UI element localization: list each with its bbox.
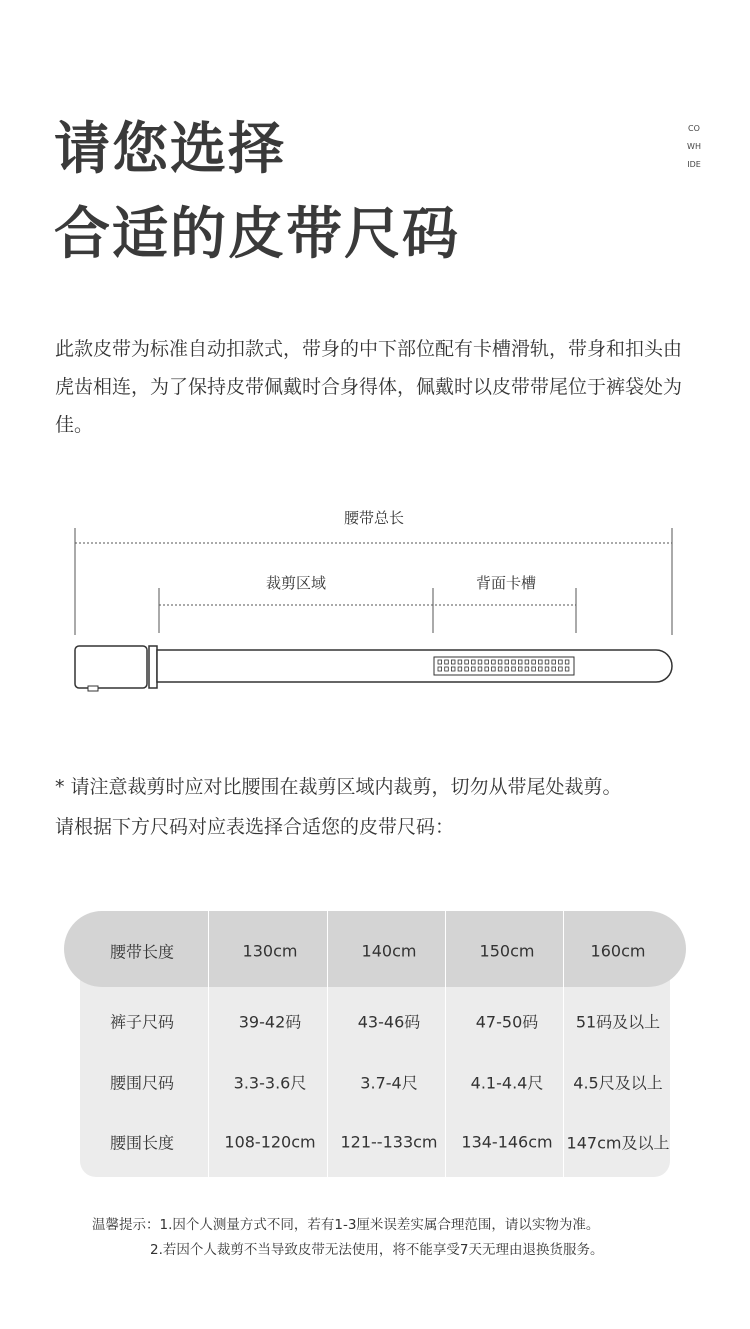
column-divider xyxy=(563,911,564,1177)
table-cell: 裤子尺码 xyxy=(109,1012,175,1032)
buckle-tab xyxy=(88,686,98,691)
belt-strap xyxy=(157,650,672,682)
table-cell: 腰围尺码 xyxy=(109,1073,175,1093)
total-length-label: 腰带总长 xyxy=(343,509,405,527)
table-cell: 43-46码 xyxy=(357,1012,421,1032)
title-line-2: 合适的皮带尺码 xyxy=(54,202,460,267)
product-description: 此款皮带为标准自动扣款式，带身的中下部位配有卡槽滑轨，带身和扣头由虎齿相连，为了保持皮带佩戴时合身得体，佩戴时以皮带带尾位于裤袋处为佳。 xyxy=(55,338,683,436)
table-cell: 134-146cm xyxy=(461,1132,553,1152)
header-cell: 150cm xyxy=(479,941,535,961)
table-cell: 121--133cm xyxy=(340,1132,438,1152)
cutting-note: * 请注意裁剪时应对比腰围在裁剪区域内裁剪，切勿从带尾处裁剪。 xyxy=(55,776,622,798)
header-cell: 130cm xyxy=(242,941,298,961)
header-cell: 140cm xyxy=(361,941,417,961)
table-cell: 4.5尺及以上 xyxy=(573,1073,663,1093)
table-cell: 3.7-4尺 xyxy=(360,1073,418,1093)
back-slot-label: 背面卡槽 xyxy=(475,574,537,592)
table-cell: 4.1-4.4尺 xyxy=(470,1073,544,1093)
table-cell: 147cm及以上 xyxy=(566,1133,670,1153)
table-cell: 51码及以上 xyxy=(575,1012,661,1032)
cut-area-label: 裁剪区域 xyxy=(265,574,327,592)
header-cell: 160cm xyxy=(590,941,646,961)
table-cell: 腰围长度 xyxy=(109,1133,175,1153)
size-table xyxy=(64,911,686,1177)
tip-line-1: 温馨提示：1.因个人测量方式不同，若有1-3厘米误差实属合理范围，请以实物为准。 xyxy=(92,1217,600,1233)
tip-line-2: 2.若因个人裁剪不当导致皮带无法使用，将不能享受7天无理由退换货服务。 xyxy=(150,1242,604,1258)
buckle-bar xyxy=(149,646,157,688)
table-cell: 3.3-3.6尺 xyxy=(233,1073,307,1093)
title-line-1: 请您选择 xyxy=(54,117,286,182)
column-divider xyxy=(445,911,446,1177)
table-cell: 47-50码 xyxy=(475,1012,539,1032)
belt-diagram xyxy=(0,495,750,705)
belt-illustration xyxy=(75,646,672,691)
table-cell: 108-120cm xyxy=(224,1132,316,1152)
buckle xyxy=(75,646,147,688)
cowhide-vertical-label: COWHIDE xyxy=(687,124,701,169)
column-divider xyxy=(327,911,328,1177)
header-cell: 腰带长度 xyxy=(109,942,175,962)
column-divider xyxy=(208,911,209,1177)
size-instruction: 请根据下方尺码对应表选择合适您的皮带尺码： xyxy=(55,816,455,838)
table-cell: 39-42码 xyxy=(238,1012,302,1032)
